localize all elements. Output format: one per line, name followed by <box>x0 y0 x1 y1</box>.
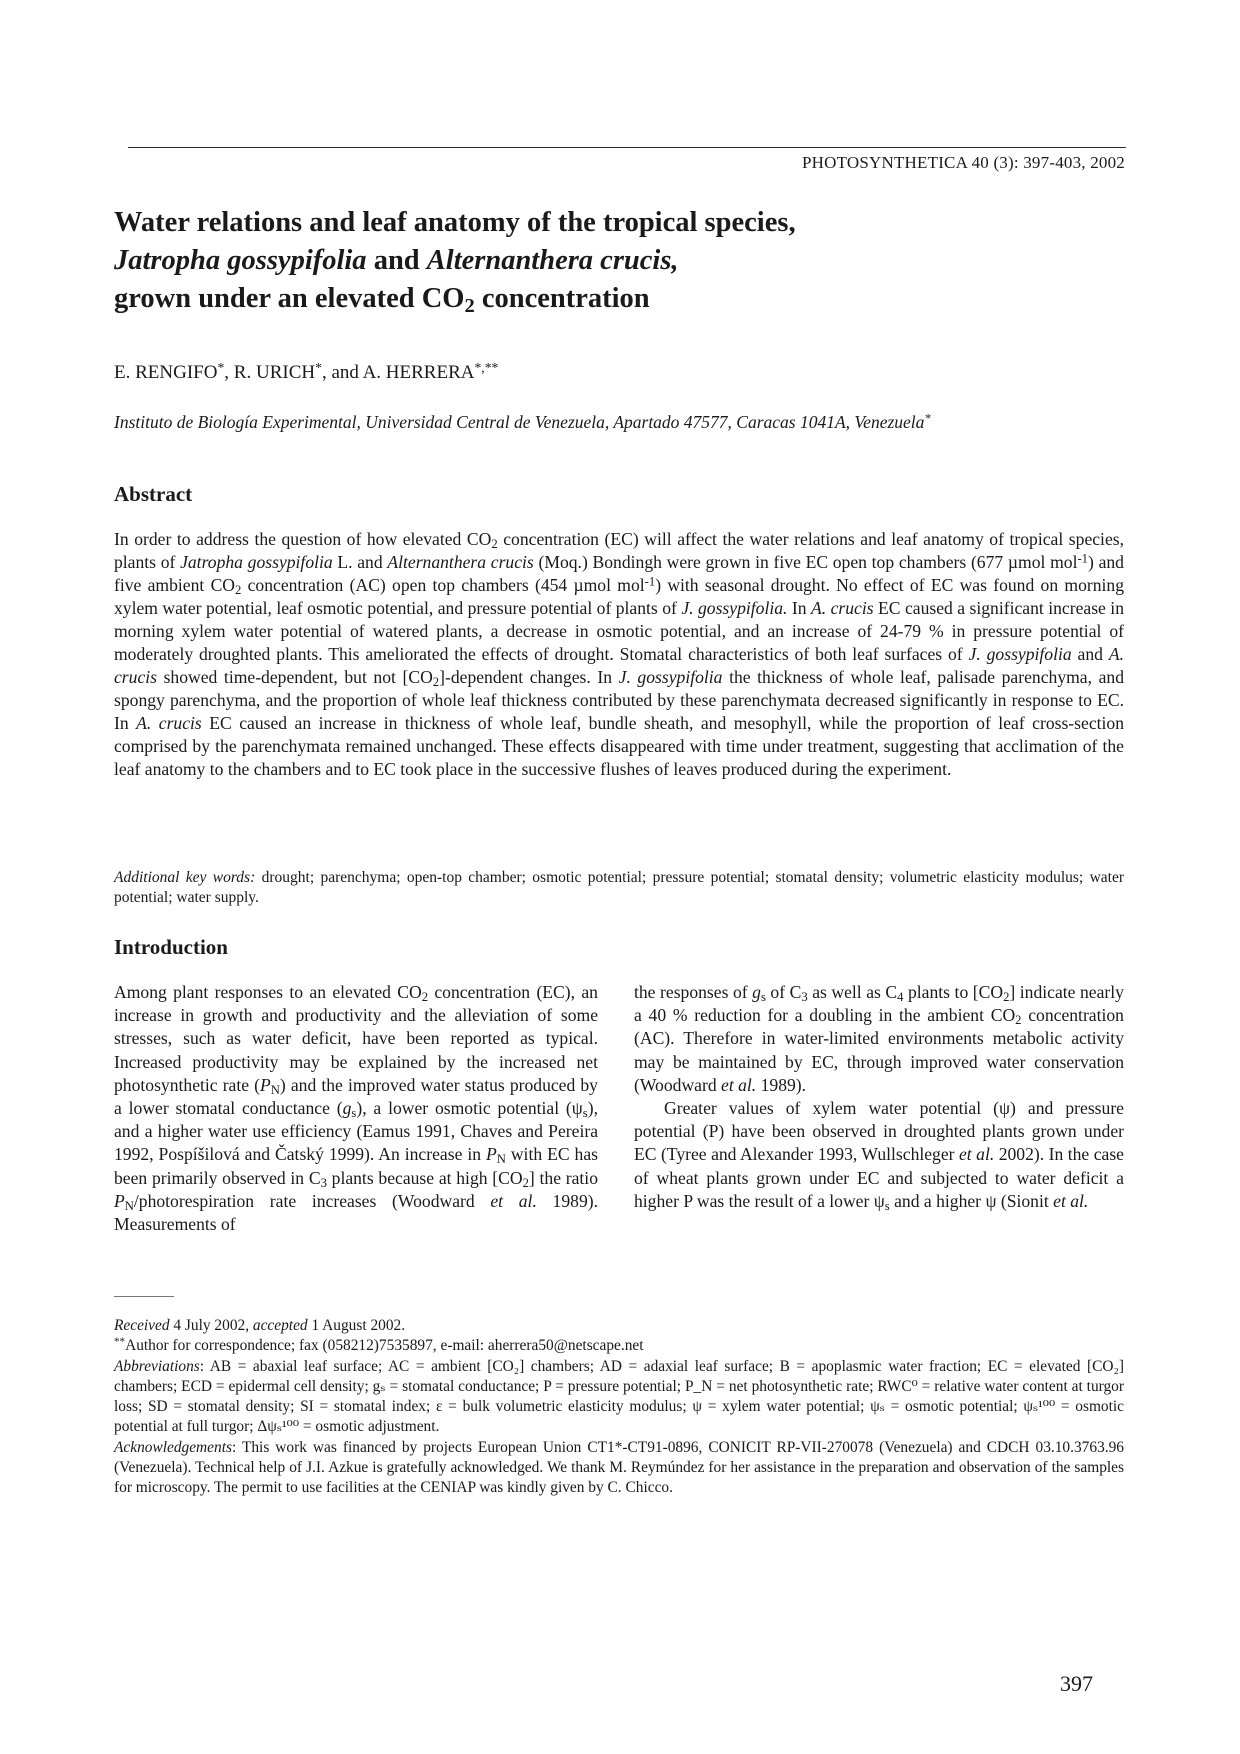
introduction-left-column: Among plant responses to an elevated $CO_2$ concentration (EC), an increase in growth and productivity and the alleviation of some stresses, such as water deficit, have been reported as typical. Increased productivity may be explained by the increased net photosynthetic rate $(P_N)$ and the improved water status produced by a lower stomatal conductance $(g_s)$, a lower osmotic potential $(\psi_s)$, and a higher water use efficiency (Eamus 1991, Chaves and Pereira 1992, Pospíšilová and Čatský 1999). An increase in $P_N$ with EC has been primarily observed in $C_3$ plants because at high $[CO_2]$ the ratio $P_N$/photorespiration rate increases (Woodward et al. 1989). Measurements of <box>114 982 598 1235</box>
title-line-2: Jatropha gossypifolia and Alternanthera crucis, <box>114 245 679 276</box>
correspondence-note: **Author for correspondence; fax (058212)7535897, e-mail: aherrera50@netscape.net <box>114 1336 644 1355</box>
received-note: Received 4 July 2002, accepted 1 August 2002. <box>114 1317 406 1334</box>
acknowledgements-note: Acknowledgements: This work was financed by projects European Union CT1*-CT91-0896, CONICIT RP-VII-270078 (Venezuela) and CDCH 03.10.3763.96 (Venezuela). Technical help of J.I. Azkue is gratefully acknowledged. We thank M. Reymúndez for her assistance in the preparation and observation of the samples for microscopy. The permit to use facilities at the CENIAP was kindly given by C. Chicco. <box>114 1438 1124 1497</box>
abstract-heading: Abstract <box>114 482 193 506</box>
abstract-body: In order to address the question of how elevated $CO_2$ concentration (EC) will affect the water relations and leaf anatomy of tropical species, plants of Jatropha gossypifolia L. and Alternanthera crucis (Moq.) Bondingh were grown in five EC open top chambers (677 µmol mol$^{-1}$) and five ambient $CO_2$ concentration (AC) open top chambers (454 µmol mol$^{-1}$) with seasonal drought. No effect of EC was found on morning xylem water potential, leaf osmotic potential, and pressure potential of plants of J. gossypifolia. In A. crucis EC caused a significant increase in morning xylem water potential of watered plants, a decrease in osmotic potential, and an increase of 24-79 % in pressure potential of moderately droughted plants. This ameliorated the effects of drought. Stomatal characteristics of both leaf surfaces of J. gossypifolia and A. crucis showed time-dependent, but not $[CO_2]$-dependent changes. In J. gossypifolia the thickness of whole leaf, palisade parenchyma, and spongy parenchyma, and the proportion of whole leaf thickness contributed by these parenchymata decreased significantly in response to EC. In A. crucis EC caused an increase in thickness of whole leaf, bundle sheath, and mesophyll, while the proportion of leaf cross-section comprised by the parenchymata remained unchanged. These effects disappeared with time under treatment, suggesting that acclimation of the leaf anatomy to the chambers and to EC took place in the successive flushes of leaves produced during the experiment. <box>114 529 1125 779</box>
introduction-heading: Introduction <box>114 935 228 959</box>
header-rule <box>128 147 1126 148</box>
affiliation: Instituto de Biología Experimental, Universidad Central de Venezuela, Apartado 47577, Caracas 1041A, Venezuela* <box>114 411 931 432</box>
abbreviations-note: Abbreviations: AB = abaxial leaf surface; AC = ambient [CO₂] chambers; AD = adaxial leaf surface; B = apoplasmic water fraction; EC = elevated [CO₂] chambers; ECD = epidermal cell density; gₛ = stomatal conductance; P = pressure potential; P_N = net photosynthetic rate; RWC⁰ = relative water content at turgor loss; SD = stomatal density; SI = stomatal index; ε = bulk volumetric elasticity modulus; ψ = xylem water potential; ψₛ = osmotic potential; ψₛ¹⁰⁰ = osmotic potential at full turgor; Δψₛ¹⁰⁰ = osmotic adjustment. <box>114 1357 1124 1436</box>
footnotes <box>114 1316 1124 1499</box>
title-line-3: grown under an elevated $CO_2$ concentration <box>114 283 650 318</box>
footnote-rule <box>114 1296 174 1297</box>
title-line-1: Water relations and leaf anatomy of the tropical species, <box>114 207 796 238</box>
author-list: E. RENGIFO*, R. URICH*, and A. HERRERA*,** <box>114 359 499 383</box>
page-number: 397 <box>1060 1671 1093 1696</box>
additional-key-words: Additional key words: drought; parenchyma; open-top chamber; osmotic potential; pressure potential; stomatal density; volumetric elasticity modulus; water potential; water supply. <box>114 869 1124 906</box>
paper-title <box>114 204 1014 318</box>
journal-citation: PHOTOSYNTHETICA 40 (3): 397-403, 2002 <box>802 153 1125 172</box>
introduction-right-column: the responses of $g_s$ of $C_3$ as well as $C_4$ plants to $[CO_2]$ indicate nearly a 40 % reduction for a doubling in the ambient $CO_2$ concentration (AC). Therefore in water-limited environments metabolic activity may be maintained by EC, through improved water conservation (Woodward et al. 1989). Greater values of xylem water potential (ψ) and pressure potential (P) have been observed in droughted plants grown under EC (Tyree and Alexander 1993, Wullschleger et al. 2002). In the case of wheat plants grown under EC and subjected to water deficit a higher P was the result of a lower $\psi_s$ and a higher ψ (Sionit et al. <box>634 982 1124 1213</box>
introduction-paragraph-2: Greater values of xylem water potential (ψ) and pressure potential (P) have been observed in droughted plants grown under EC (Tyree and Alexander 1993, Wullschleger et al. 2002). In the case of wheat plants grown under EC and subjected to water deficit a higher P was the result of a lower $\psi_s$ and a higher ψ (Sionit et al. <box>634 1098 1124 1213</box>
